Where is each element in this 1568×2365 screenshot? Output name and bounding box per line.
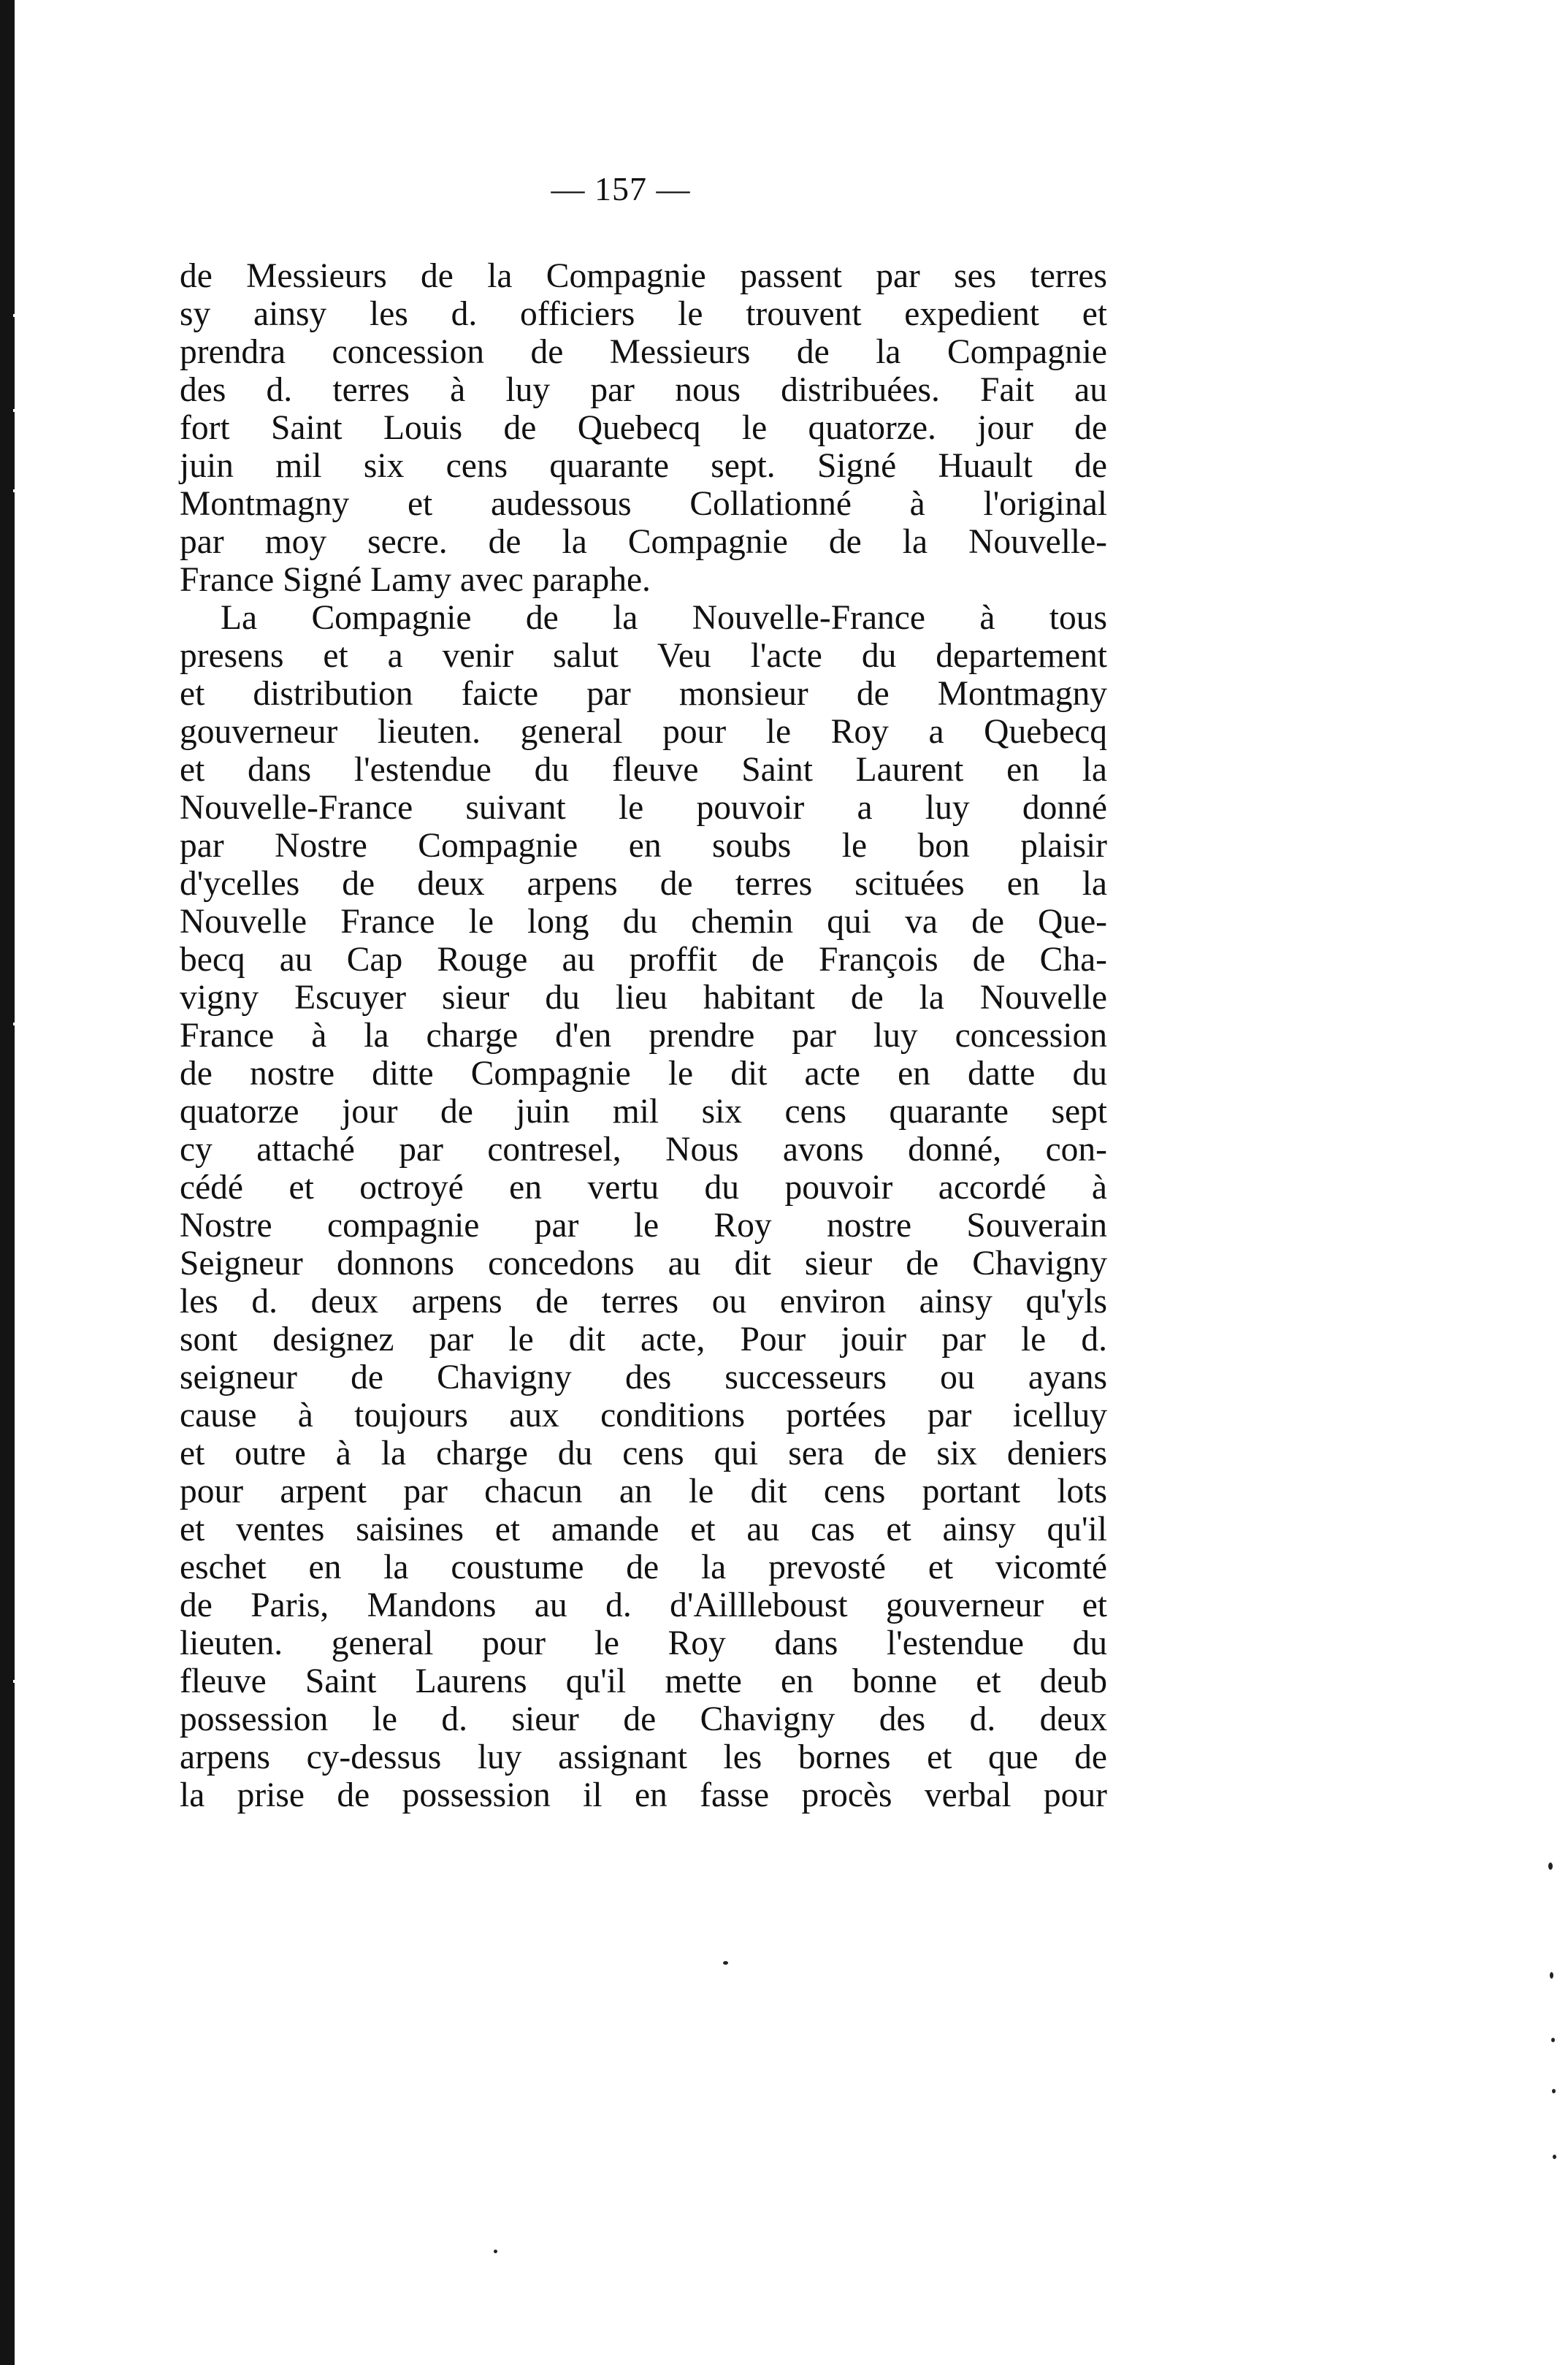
text-line: sont designez par le dit acte, Pour jouir par le d. [180,1321,1107,1359]
text-line: juin mil six cens quarante sept. Signé Huault de [180,447,1107,485]
page-text [180,257,1107,1814]
binding-notch [13,409,18,412]
text-line: sy ainsy les d. officiers le trouvent expedient et [180,295,1107,333]
text-line: de Messieurs de la Compagnie passent par ses terres [180,257,1107,295]
text-line: pour arpent par chacun an le dit cens portant lots [180,1472,1107,1510]
text-line: les d. deux arpens de terres ou environ ainsy qu'yls [180,1283,1107,1321]
text-line: de nostre ditte Compagnie le dit acte en datte du [180,1055,1107,1093]
text-line: France à la charge d'en prendre par luy concession [180,1017,1107,1055]
text-line: fleuve Saint Laurens qu'il mette en bonne et deub [180,1662,1107,1700]
text-line: possession le d. sieur de Chavigny des d. deux [180,1700,1107,1738]
text-line: de Paris, Mandons au d. d'Aillleboust gouverneur et [180,1586,1107,1624]
text-line: lieuten. general pour le Roy dans l'estendue du [180,1624,1107,1662]
binding-notch [13,1023,18,1025]
text-line: presens et a venir salut Veu l'acte du departement [180,637,1107,675]
text-line: seigneur de Chavigny des successeurs ou ayans [180,1359,1107,1397]
text-line: prendra concession de Messieurs de la Compagnie [180,333,1107,371]
text-line: quatorze jour de juin mil six cens quarante sept [180,1093,1107,1131]
paragraph-2 [180,599,1107,1814]
text-line: La Compagnie de la Nouvelle-France à tous [221,599,1107,637]
binding-notch [13,1680,18,1683]
scan-speck [1552,2089,1556,2093]
text-line: France Signé Lamy avec paraphe. [180,561,651,599]
scan-speck [723,1961,728,1965]
text-line: cause à toujours aux conditions portées par icelluy [180,1397,1107,1434]
scan-speck [1553,2155,1556,2159]
text-line: par Nostre Compagnie en soubs le bon plaisir [180,827,1107,865]
binding-edge [0,0,15,2365]
text-line: et distribution faicte par monsieur de Montmagny [180,675,1107,713]
text-line: la prise de possession il en fasse procès verbal pour [180,1776,1107,1814]
text-line: Nostre compagnie par le Roy nostre Souverain [180,1207,1107,1245]
text-line: et dans l'estendue du fleuve Saint Laurent en la [180,751,1107,789]
text-line: cédé et octroyé en vertu du pouvoir accordé à [180,1169,1107,1207]
text-line: fort Saint Louis de Quebecq le quatorze. jour de [180,409,1107,447]
text-line: d'ycelles de deux arpens de terres scituées en la [180,865,1107,903]
text-line: vigny Escuyer sieur du lieu habitant de la Nouvelle [180,979,1107,1017]
text-line: cy attaché par contresel, Nous avons donné, con- [180,1131,1107,1169]
scan-speck [1551,2038,1555,2042]
binding-notch [13,314,18,317]
paragraph-1 [180,257,1107,599]
text-line: arpens cy-dessus luy assignant les bornes et que de [180,1738,1107,1776]
text-line: des d. terres à luy par nous distribuées. Fait au [180,371,1107,409]
text-line: Nouvelle-France suivant le pouvoir a luy donné [180,789,1107,827]
scan-speck [1550,1972,1553,1979]
text-line: gouverneur lieuten. general pour le Roy a Quebecq [180,713,1107,751]
text-line: par moy secre. de la Compagnie de la Nouvelle- [180,523,1107,561]
text-line: et outre à la charge du cens qui sera de six deniers [180,1434,1107,1472]
scan-speck [1548,1862,1553,1870]
scan-speck [494,2250,497,2253]
text-line: becq au Cap Rouge au proffit de François de Cha- [180,941,1107,979]
text-line: Seigneur donnons concedons au dit sieur de Chavigny [180,1245,1107,1283]
binding-notch [13,489,18,492]
text-line: Nouvelle France le long du chemin qui va de Que- [180,903,1107,941]
text-line: Montmagny et audessous Collationné à l'original [180,485,1107,523]
text-line: eschet en la coustume de la prevosté et vicomté [180,1548,1107,1586]
page-number: — 157 — [551,170,691,207]
text-line: et ventes saisines et amande et au cas et ainsy qu'il [180,1510,1107,1548]
